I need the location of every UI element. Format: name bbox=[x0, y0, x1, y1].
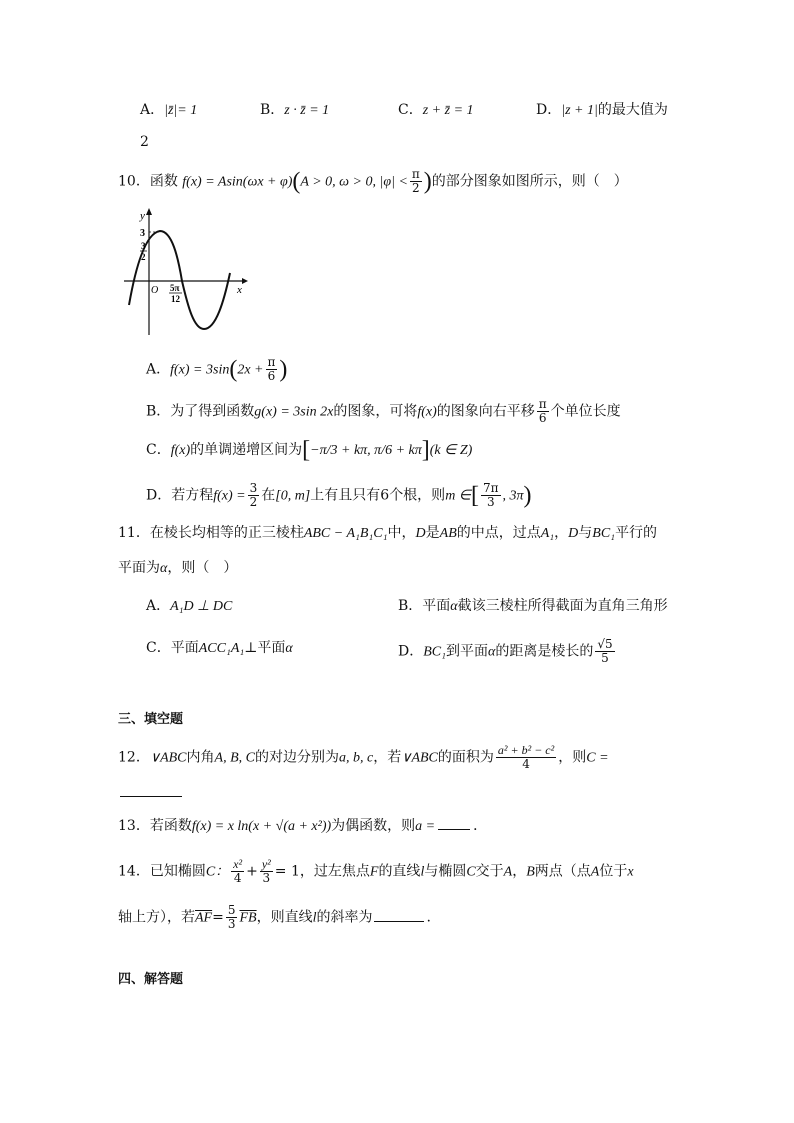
q13-stem: 13．若函数f(x) = x ln(x + √(a + x²))为偶函数，则a = ． bbox=[118, 815, 487, 837]
q11-d-fraction: $\frac{√5}{5}$ bbox=[597, 637, 613, 665]
q10-option-c: C．f(x)的单调递增区间为[−π/3 + kπ, π/6 + kπ](k ∈ Z) bbox=[146, 437, 473, 463]
q10-a-fraction: $\frac{\pi}{6}$ bbox=[267, 355, 276, 383]
q9-option-d: D．|z + 1|的最大值为 bbox=[536, 102, 668, 118]
x-label: x bbox=[237, 284, 242, 296]
q10-stem: 10．函数 f(x) = Asin(ωx + φ)(A > 0, ω > 0, |φ| < $\frac{\pi}{2}$ )的部分图象如图所示，则（ ） bbox=[118, 167, 628, 195]
x-tick-d: 12 bbox=[171, 294, 180, 304]
q12-stem: 12．∨ABC内角A, B, C的对边分别为a, b, c，若∨ABC的面积为 $\frac{\text{a² + b² − c²}}{4}$ ，则C = bbox=[118, 743, 609, 771]
q12-fraction: $\frac{\text{a² + b² − c²}}{4}$ bbox=[497, 743, 555, 771]
q9-option-d-value: 2 bbox=[140, 134, 149, 150]
y-label: y bbox=[140, 210, 145, 222]
q11-stem-line2: 平面为α，则（ ） bbox=[118, 560, 238, 576]
origin-label: O bbox=[151, 285, 159, 296]
q9-option-c: C．z + z̄ = 1 bbox=[398, 102, 474, 118]
y-tick-half-d: 2 bbox=[141, 252, 146, 262]
x-axis-arrow bbox=[242, 278, 248, 284]
q14-stem-line2: 轴上方），若$\overline{AF}=$ $\frac{5}{3}$ $\overline{FB}$，则直线l的斜率为 . bbox=[118, 903, 431, 931]
q10-cond-fraction: $\frac{\pi}{2}$ bbox=[411, 167, 420, 195]
q11-option-c: C．平面ACC₁A₁⊥平面α bbox=[146, 640, 293, 656]
q11-option-b: B．平面α截该三棱柱所得截面为直角三角形 bbox=[398, 598, 668, 614]
q10-option-b: B．为了得到函数g(x) = 3sin 2x的图象，可将f(x)的图象向右平移 $\frac{\pi}{6}$ 个单位长度 bbox=[146, 397, 621, 425]
q11-stem-line1: 11．在棱长均相等的正三棱柱ABC − A₁B₁C₁中，D是AB的中点，过点A₁，D与BC₁平行的 bbox=[118, 525, 658, 541]
q9-option-b: B．z · z̄ = 1 bbox=[260, 102, 330, 118]
q10-d-fraction: $\frac{3}{2}$ bbox=[249, 481, 258, 509]
y-tick-3: 3 bbox=[140, 228, 145, 239]
q10-function-graph bbox=[120, 205, 250, 340]
q10-d-fraction-2: $\frac{7\pi}{3}$ bbox=[483, 481, 499, 509]
q9-option-a: A．|z̄|= 1 bbox=[140, 102, 198, 118]
q14-answer-blank[interactable] bbox=[374, 907, 424, 922]
q14-stem-line1: 14．已知椭圆C： $\frac{\text{x²}}{4}$ + $\frac{\text{y²}}{3}$ = 1，过左焦点F的直线l与椭圆C交于A，B两点（点A位于x bbox=[118, 857, 634, 885]
q14-y-fraction: $\frac{\text{y²}}{3}$ bbox=[261, 857, 271, 885]
q12-answer-blank[interactable] bbox=[120, 782, 182, 797]
q10-b-fraction: $\frac{\pi}{6}$ bbox=[538, 397, 547, 425]
q14-ratio-fraction: $\frac{5}{3}$ bbox=[227, 903, 236, 931]
q10-option-d: D．若方程f(x) = $\frac{3}{2}$ 在[0, m]上有且只有6个根，则m ∈[ $\frac{7\pi}{3}$ , 3π) bbox=[146, 481, 532, 509]
y-axis-arrow bbox=[146, 208, 152, 215]
q11-option-d: D．BC₁到平面α的距离是棱长的 $\frac{√5}{5}$ bbox=[398, 637, 613, 665]
q13-answer-blank[interactable] bbox=[438, 815, 470, 830]
y-tick-half-n: 3 bbox=[141, 241, 146, 251]
q14-x-fraction: $\frac{\text{x²}}{4}$ bbox=[233, 857, 243, 885]
q11-option-a: A．A₁D ⊥ DC bbox=[146, 598, 233, 614]
x-tick-n: 5π bbox=[170, 283, 180, 293]
q10-option-a: A．f(x) = 3sin(2x + $\frac{\pi}{6}$ ) bbox=[146, 355, 288, 383]
section-heading-solutions: 四、解答题 bbox=[118, 972, 184, 987]
section-heading-fill-in: 三、填空题 bbox=[118, 712, 184, 727]
